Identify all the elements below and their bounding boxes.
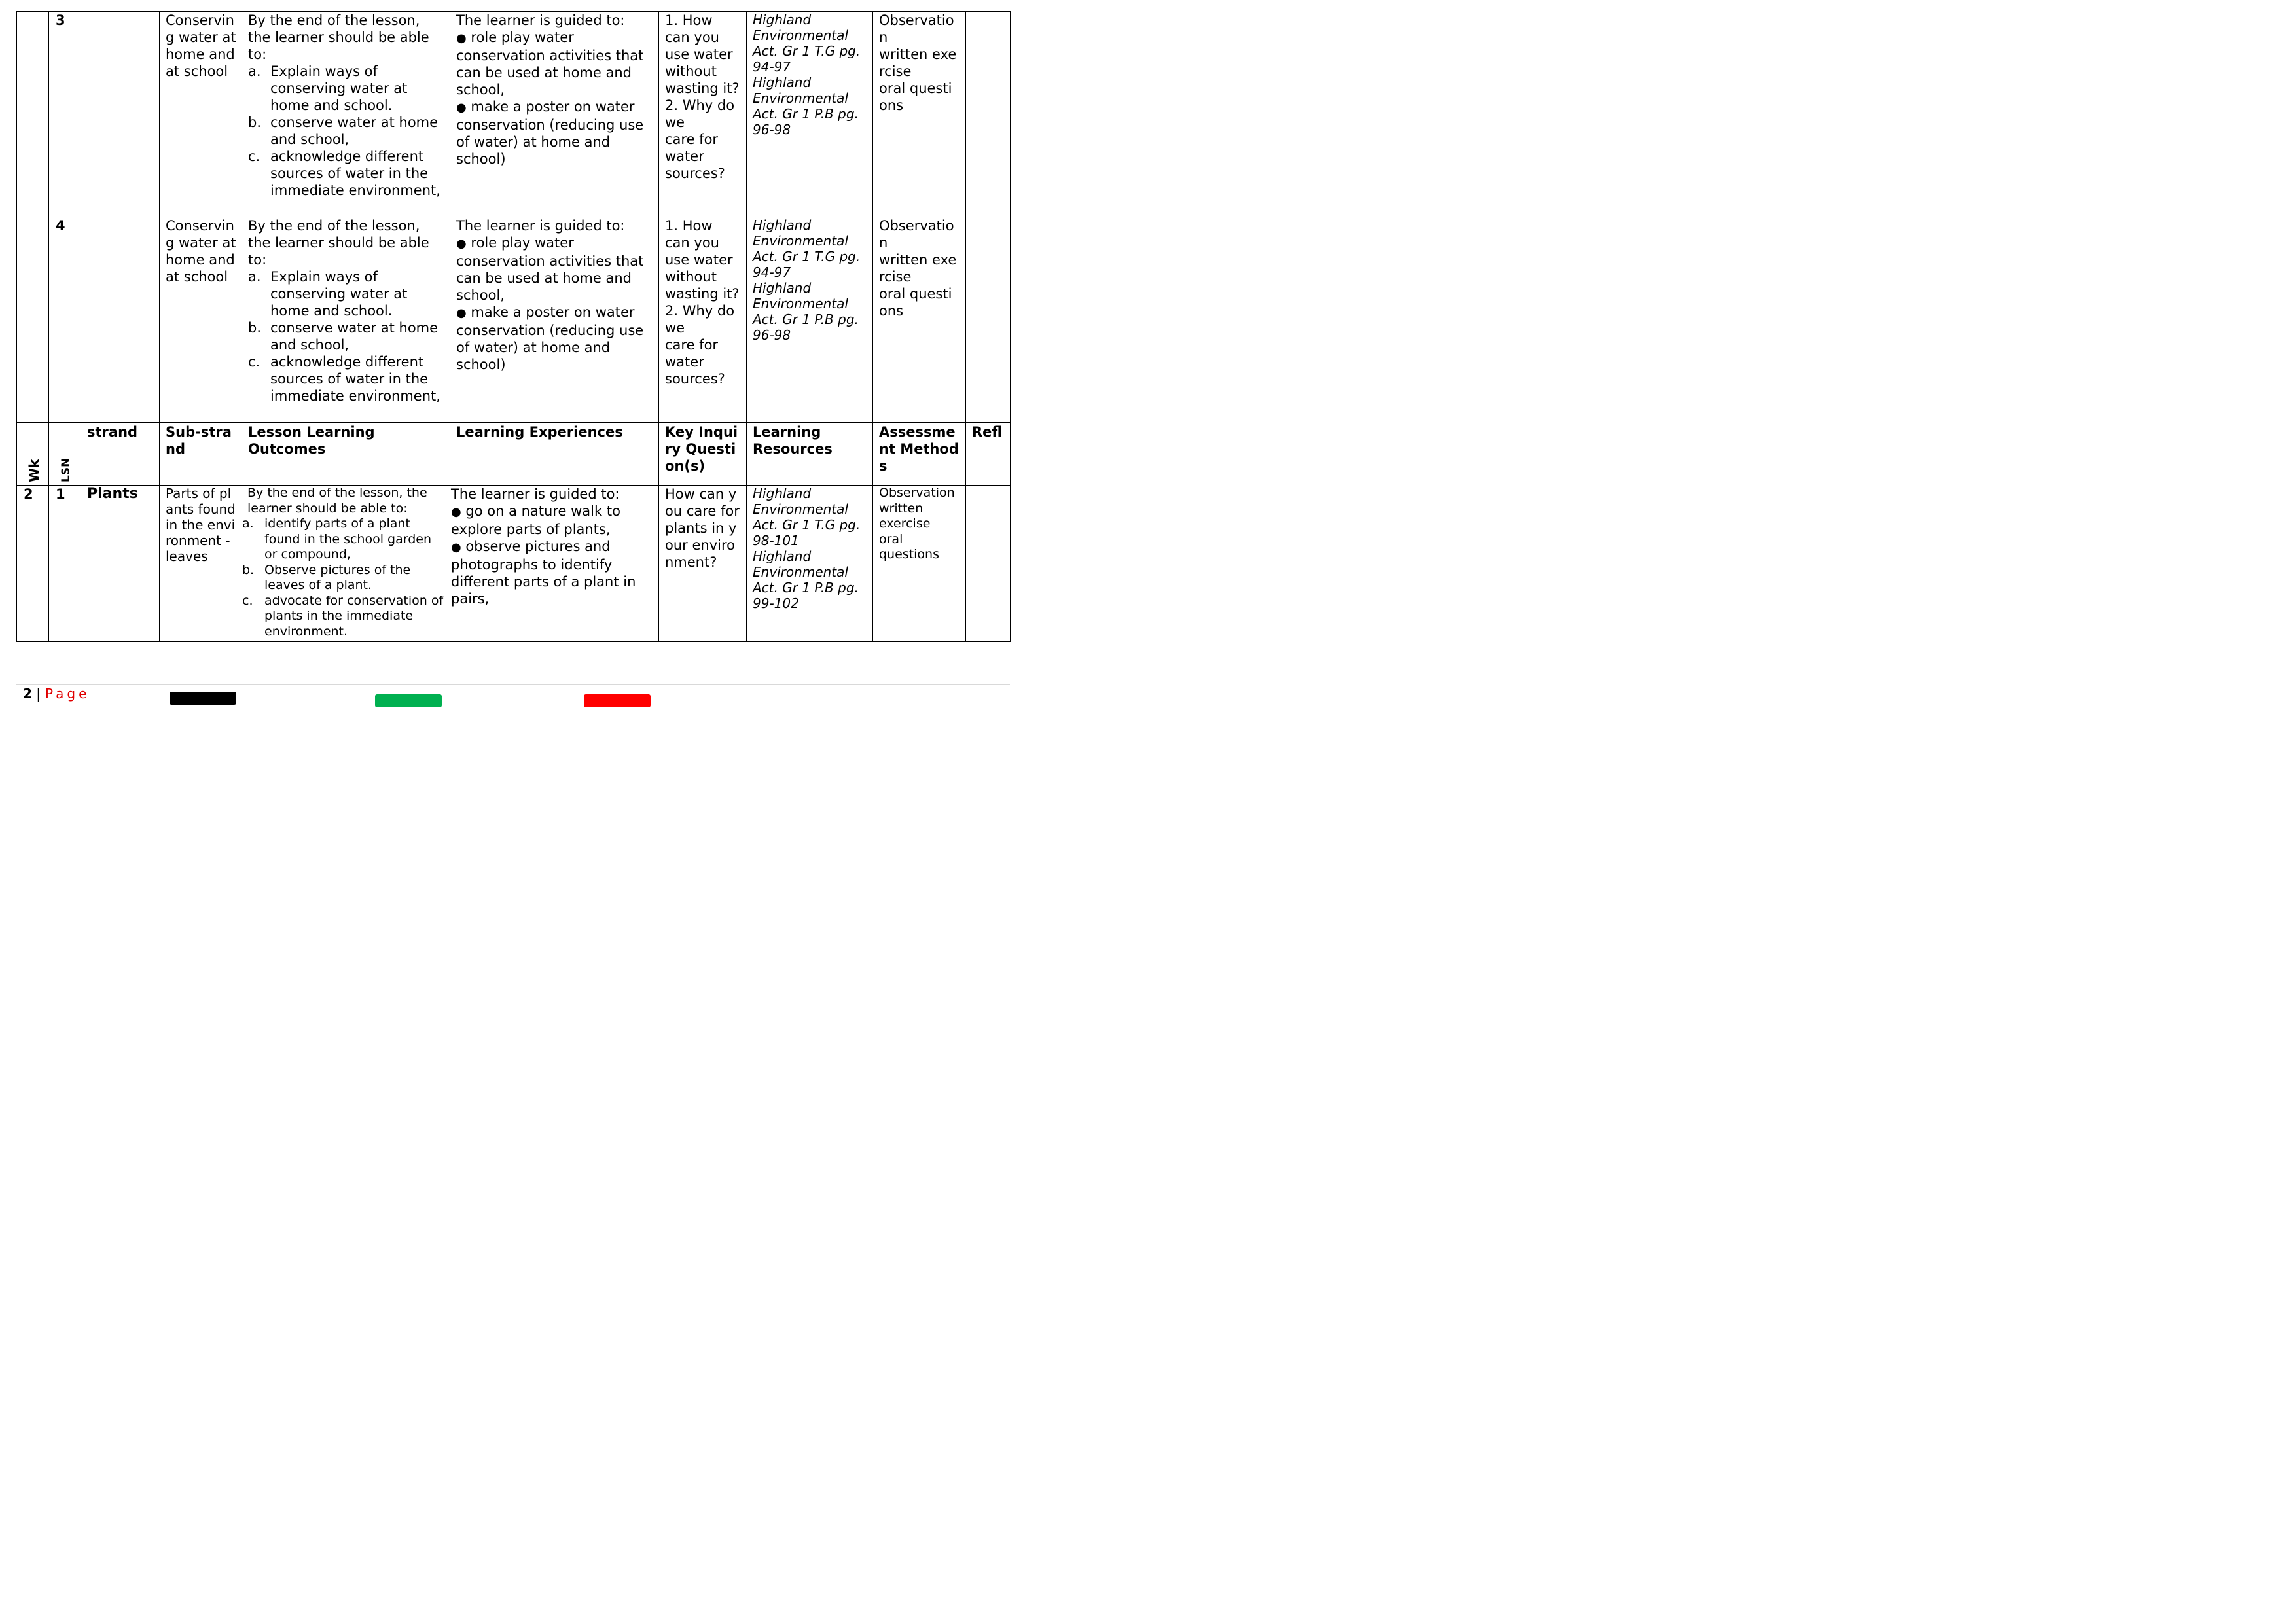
bullet-icon: ● [451, 541, 461, 554]
inquiry-cell: 1. How can you use water without wasting it? 2. Why do we care for water sources? [659, 12, 747, 217]
footer-divider [16, 684, 1010, 685]
page-number: 2 [23, 686, 32, 702]
resources-cell: Highland Environmental Act. Gr 1 T.G pg. 94-97 Highland Environmental Act. Gr 1 P.B pg. 96-98 [747, 217, 873, 423]
resources-cell: Highland Environmental Act. Gr 1 T.G pg. 94-97 Highland Environmental Act. Gr 1 P.B pg. 96-98 [747, 12, 873, 217]
scheme-of-work-table [16, 11, 1011, 642]
experience-item: ● role play water conservation activities that can be used at home and school, [456, 29, 644, 98]
experiences-cell [450, 12, 659, 217]
green-color-bar [375, 694, 442, 707]
strand-cell: Plants [81, 486, 160, 642]
outcome-item: a. identify parts of a plant found in the school garden or compound, [242, 516, 432, 562]
header-week: Wk [17, 423, 49, 486]
experience-item: ● make a poster on water conservation (reducing use of water) at home and school) [456, 304, 644, 372]
experiences-intro: The learner is guided to: [456, 218, 625, 234]
lesson-number-cell: 1 [49, 486, 81, 642]
reflection-cell [966, 217, 1011, 423]
week-cell: 2 [17, 486, 49, 642]
outcome-item: b. conserve water at home and school, [248, 115, 439, 147]
experience-item: ● role play water conservation activities that can be used at home and school, [456, 235, 644, 303]
table-row [17, 486, 1011, 642]
page-label: Page [45, 686, 90, 702]
header-inquiry: Key Inquiry Question(s) [659, 423, 747, 486]
outcome-item: a. Explain ways of conserving water at home and school. [248, 269, 408, 319]
assessment-cell: Observation written exercise oral questions [873, 486, 966, 642]
sub-strand-cell: Parts of plants found in the environment - leaves [160, 486, 242, 642]
table-row [17, 12, 1011, 217]
sub-strand-cell: Conserving water at home and at school [160, 12, 242, 217]
header-lesson: LSN [49, 423, 81, 486]
week-cell [17, 217, 49, 423]
outcome-item: b. Observe pictures of the leaves of a plant. [242, 562, 411, 592]
header-strand: strand [81, 423, 160, 486]
header-reflection: Refl [966, 423, 1011, 486]
outcomes-intro: By the end of the lesson, the learner should be able to: [247, 486, 427, 516]
inquiry-cell: 1. How can you use water without wasting it? 2. Why do we care for water sources? [659, 217, 747, 423]
experiences-intro: The learner is guided to: [451, 486, 620, 502]
outcome-item: a. Explain ways of conserving water at home and school. [248, 63, 408, 113]
inquiry-cell: How can you care for plants in your environment? [659, 486, 747, 642]
black-color-bar [170, 692, 236, 705]
sub-strand-cell: Conserving water at home and at school [160, 217, 242, 423]
outcomes-cell [242, 486, 450, 642]
experience-item: ● observe pictures and photographs to identify different parts of a plant in pairs, [451, 539, 636, 607]
strand-cell [81, 217, 160, 423]
bullet-icon: ● [456, 31, 467, 45]
bullet-icon: ● [456, 101, 467, 115]
reflection-cell [966, 486, 1011, 642]
header-resources: Learning Resources [747, 423, 873, 486]
outcomes-intro: By the end of the lesson, the learner should be able to: [248, 12, 429, 62]
outcome-item: c. acknowledge different sources of water in the immediate environment, [248, 149, 440, 198]
outcome-item: c. advocate for conservation of plants in the immediate environment. [242, 593, 444, 639]
bullet-icon: ● [456, 306, 467, 320]
experiences-intro: The learner is guided to: [456, 12, 625, 28]
outcomes-cell [242, 12, 450, 217]
strand-cell [81, 12, 160, 217]
assessment-cell: Observation written exercise oral questions [873, 217, 966, 423]
resources-cell: Highland Environmental Act. Gr 1 T.G pg. 98-101 Highland Environmental Act. Gr 1 P.B pg. 99-102 [747, 486, 873, 642]
page-footer [23, 686, 90, 702]
red-color-bar [584, 694, 651, 707]
experience-item: ● go on a nature walk to explore parts of plants, [451, 503, 620, 537]
experiences-cell [450, 486, 659, 642]
experience-item: ● make a poster on water conservation (reducing use of water) at home and school) [456, 99, 644, 167]
table-header-row [17, 423, 1011, 486]
header-sub-strand: Sub-strand [160, 423, 242, 486]
header-experiences: Learning Experiences [450, 423, 659, 486]
assessment-cell: Observation written exercise oral questions [873, 12, 966, 217]
outcome-item: c. acknowledge different sources of water in the immediate environment, [248, 354, 440, 404]
header-assessment: Assessment Methods [873, 423, 966, 486]
experiences-cell [450, 217, 659, 423]
header-outcomes: Lesson Learning Outcomes [242, 423, 450, 486]
outcome-item: b. conserve water at home and school, [248, 320, 439, 353]
lesson-number-cell: 4 [49, 217, 81, 423]
table-row [17, 217, 1011, 423]
footer-separator: | [36, 686, 41, 702]
outcomes-cell [242, 217, 450, 423]
bullet-icon: ● [456, 237, 467, 251]
lesson-number-cell: 3 [49, 12, 81, 217]
week-cell [17, 12, 49, 217]
outcomes-intro: By the end of the lesson, the learner should be able to: [248, 218, 429, 268]
reflection-cell [966, 12, 1011, 217]
bullet-icon: ● [451, 505, 461, 519]
